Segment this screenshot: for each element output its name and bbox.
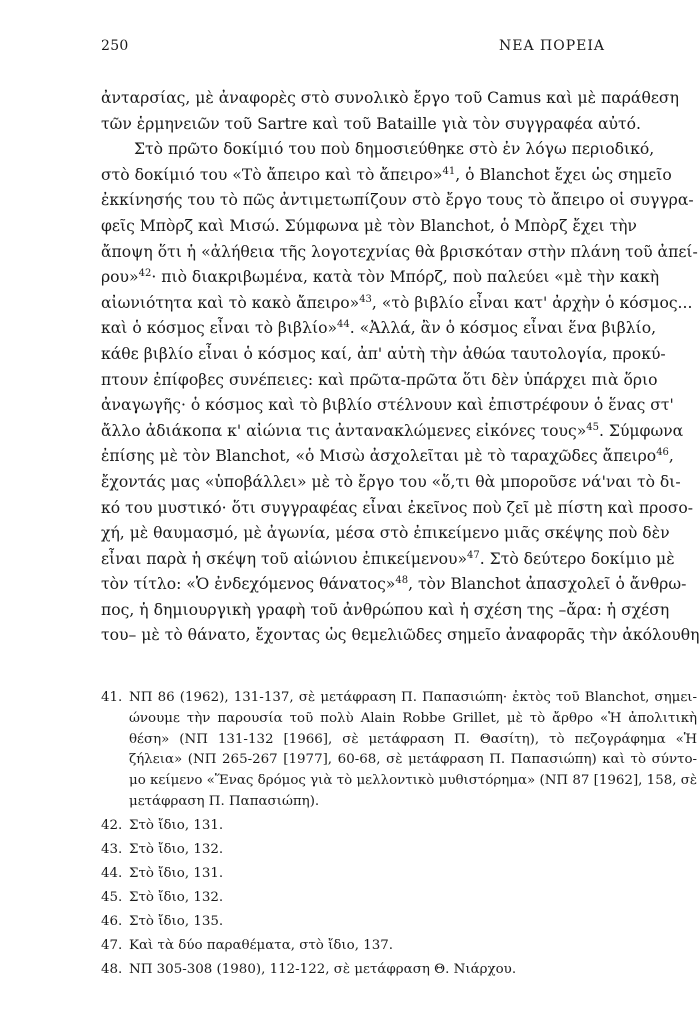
footnote-ref: 44 [337, 319, 350, 331]
footnote [101, 960, 625, 981]
body-line: πος, ἡ δημιουργικὴ γραφὴ τοῦ ἀνθρώπου καὶ ἡ σχέση της –ἄρα: ἡ σχέση [101, 600, 670, 619]
footnote-ref: 47 [467, 549, 480, 561]
body-line: καὶ ὁ κόσμος εἶναι τὸ βιβλίο»$^{44}$. «Ἀλλά, ἂν ὁ κόσμος εἶναι ἕνα βιβλίο, [101, 319, 657, 338]
footnote-number: 44. [101, 865, 123, 881]
footnote-line: Στὸ ἴδιο, 132. [129, 841, 224, 857]
body-line: κό του μυστικό· ὅτι συγγραφέας εἶναι ἐκεῖνος ποὺ ζεῖ μὲ πίστη καὶ προσο- [101, 498, 694, 517]
footnote-line: Στὸ ἴδιο, 131. [129, 817, 224, 833]
body-line: ἄποψη ὅτι ἡ «ἀλήθεια τῆς λογοτεχνίας θὰ βρισκόταν στὴν πλάνη τοῦ ἀπεί- [101, 242, 698, 261]
footnote-line: ζήλεια» (ΝΠ 265-267 [1977], 60-68, σὲ μετάφραση Π. Παπασιώπη) καὶ τὸ σύντο- [129, 752, 698, 768]
footnote-line: ΝΠ 86 (1962), 131-137, σὲ μετάφραση Π. Παπασιώπη· ἐκτὸς τοῦ Blanchot, σημει- [129, 690, 698, 705]
footnote-ref: 43 [359, 293, 372, 305]
body-line: ἐπίσης μὲ τὸν Blanchot, «ὁ Μισὼ ἀσχολεῖται μὲ τὸ ταραχῶδες ἄπειρο$^{46}$, [101, 447, 674, 466]
body-line: ἄλλο ἀδιάκοπα κ' αἰώνια τις ἀντανακλώμενες εἰκόνες τους»$^{45}$. Σύμφωνα [101, 421, 684, 440]
footnote-line: Στὸ ἴδιο, 135. [129, 913, 224, 929]
body-line: ἐκκίνησής του τὸ πῶς ἀντιμετωπίζουν στὸ ἔργο τους τὸ ἄπειρο οἱ συγγρα- [101, 191, 694, 210]
body-line: τὸν τίτλο: «Ὁ ἐνδεχόμενος θάνατος»$^{48}$, τὸν Blanchot ἀπασχολεῖ ὁ ἄνθρω- [101, 575, 687, 594]
footnote-ref: 48 [395, 575, 409, 587]
body-line: ἔχοντάς μας «ὑποβάλλει» μὲ τὸ ἔργο του «ὅ,τι θὰ μποροῦσε νά'ναι τὸ δι- [101, 472, 681, 491]
footnote-number: 47. [101, 937, 123, 953]
body-line: αἰωνιότητα καὶ τὸ κακὸ ἄπειρο»$^{43}$, «τὸ βιβλίο εἶναι κατ' ἀρχὴν ὁ κόσμος... [101, 293, 693, 312]
footnote [101, 936, 625, 957]
body-line: κάθε βιβλίο εἶναι ὁ κόσμος καί, ἀπ' αὐτὴ τὴν ἀθώα ταυτολογία, προκύ- [101, 344, 666, 363]
body-line: ἀναγωγῆς· ὁ κόσμος καὶ τὸ βιβλίο στέλνουν καὶ ἐπιστρέφουν ὁ ἕνας στ' [101, 396, 674, 415]
footnote-line: Στὸ ἴδιο, 132. [129, 889, 224, 905]
page-number: 250 [101, 38, 129, 54]
running-head: ΝΕΑ ΠΟΡΕΙΑ [499, 38, 605, 54]
footnote-number: 43. [101, 841, 123, 857]
footnote [101, 816, 625, 837]
footnote-line: μετάφραση Π. Παπασιώπη). [129, 793, 320, 809]
footnote-number: 42. [101, 817, 123, 833]
footnote-line: μο κείμενο «Ἕνας δρόμος γιὰ τὸ μελλοντικὸ μυθιστόρημα» (ΝΠ 87 [1962], 158, σὲ [129, 773, 698, 789]
footnote [101, 888, 625, 909]
footnote-line: Καὶ τὰ δύο παραθέματα, στὸ ἴδιο, 137. [129, 937, 394, 953]
footnote-number: 48. [101, 961, 123, 977]
footnote-number: 46. [101, 913, 123, 929]
body-line: χή, μὲ θαυμασμό, μὲ ἀγωνία, μέσα στὸ ἐπικείμενο μιᾶς σκέψης ποὺ δὲν [101, 524, 670, 543]
footnote [101, 864, 625, 885]
body-line: Στὸ πρῶτο δοκίμιό του ποὺ δημοσιεύθηκε στὸ ἐν λόγω περιοδικό, [134, 140, 655, 159]
footnote [101, 912, 625, 933]
footnote-number: 41. [101, 690, 123, 705]
footnote-ref: 46 [656, 447, 669, 459]
body-line: ἀνταρσίας, μὲ ἀναφορὲς στὸ συνολικὸ ἔργο τοῦ Camus καὶ μὲ παράθεση [101, 89, 679, 107]
body-line: στὸ δοκίμιό του «Τὸ ἄπειρο καὶ τὸ ἄπειρο»$^{41}$, ὁ Blanchot ἔχει ὡς σημεῖο [101, 165, 672, 184]
footnote-line: ΝΠ 305-308 (1980), 112-122, σὲ μετάφραση Θ. Νιάρχου. [129, 961, 517, 977]
footnote-text [129, 688, 697, 813]
footnote-ref: 45 [586, 421, 599, 433]
body-line: εἶναι παρὰ ἡ σκέψη τοῦ αἰώνιου ἐπικείμενου»$^{47}$. Στὸ δεύτερο δοκίμιο μὲ [101, 549, 675, 568]
body-line: του– μὲ τὸ θάνατο, ἔχοντας ὡς θεμελιῶδες σημεῖο ἀναφορᾶς τὴν ἀκόλουθη [101, 626, 699, 645]
footnote-line: ώνουμε τὴν παρουσία τοῦ πολὺ Alain Robbe Grillet, μὲ τὸ ἄρθρο «Ἡ ἀπολιτικὴ [129, 710, 698, 726]
body-line: πτουν ἐπίφοβες συνέπειες: καὶ πρῶτα-πρῶτα ὅτι δὲν ὑπάρχει πιὰ ὅριο [101, 370, 658, 389]
footnotes [101, 688, 698, 984]
body-line: φεῖς Μπὸρζ καὶ Μισώ. Σύμφωνα μὲ τὸν Blanchot, ὁ Μπὸρζ ἔχει τὴν [101, 216, 637, 235]
footnote-ref: 42 [138, 267, 152, 279]
footnote [101, 840, 625, 861]
footnote-line: Στὸ ἴδιο, 131. [129, 865, 224, 881]
body-text [101, 86, 699, 649]
body-line: τῶν ἑρμηνειῶν τοῦ Sartre καὶ τοῦ Bataille γιὰ τὸν συγγραφέα αὐτό. [101, 114, 641, 133]
footnote [101, 688, 698, 813]
body-line: ρου»$^{42}$· πιὸ διακριβωμένα, κατὰ τὸν Μπόρζ, ποὺ παλεύει «μὲ τὴν κακὴ [101, 267, 660, 287]
footnote-number: 45. [101, 889, 123, 905]
footnote-line: θέση» (ΝΠ 131-132 [1966], σὲ μετάφραση Π. Θασίτη), τὸ πεζογράφημα «Ἡ [129, 731, 698, 747]
footnote-ref: 41 [442, 165, 456, 177]
